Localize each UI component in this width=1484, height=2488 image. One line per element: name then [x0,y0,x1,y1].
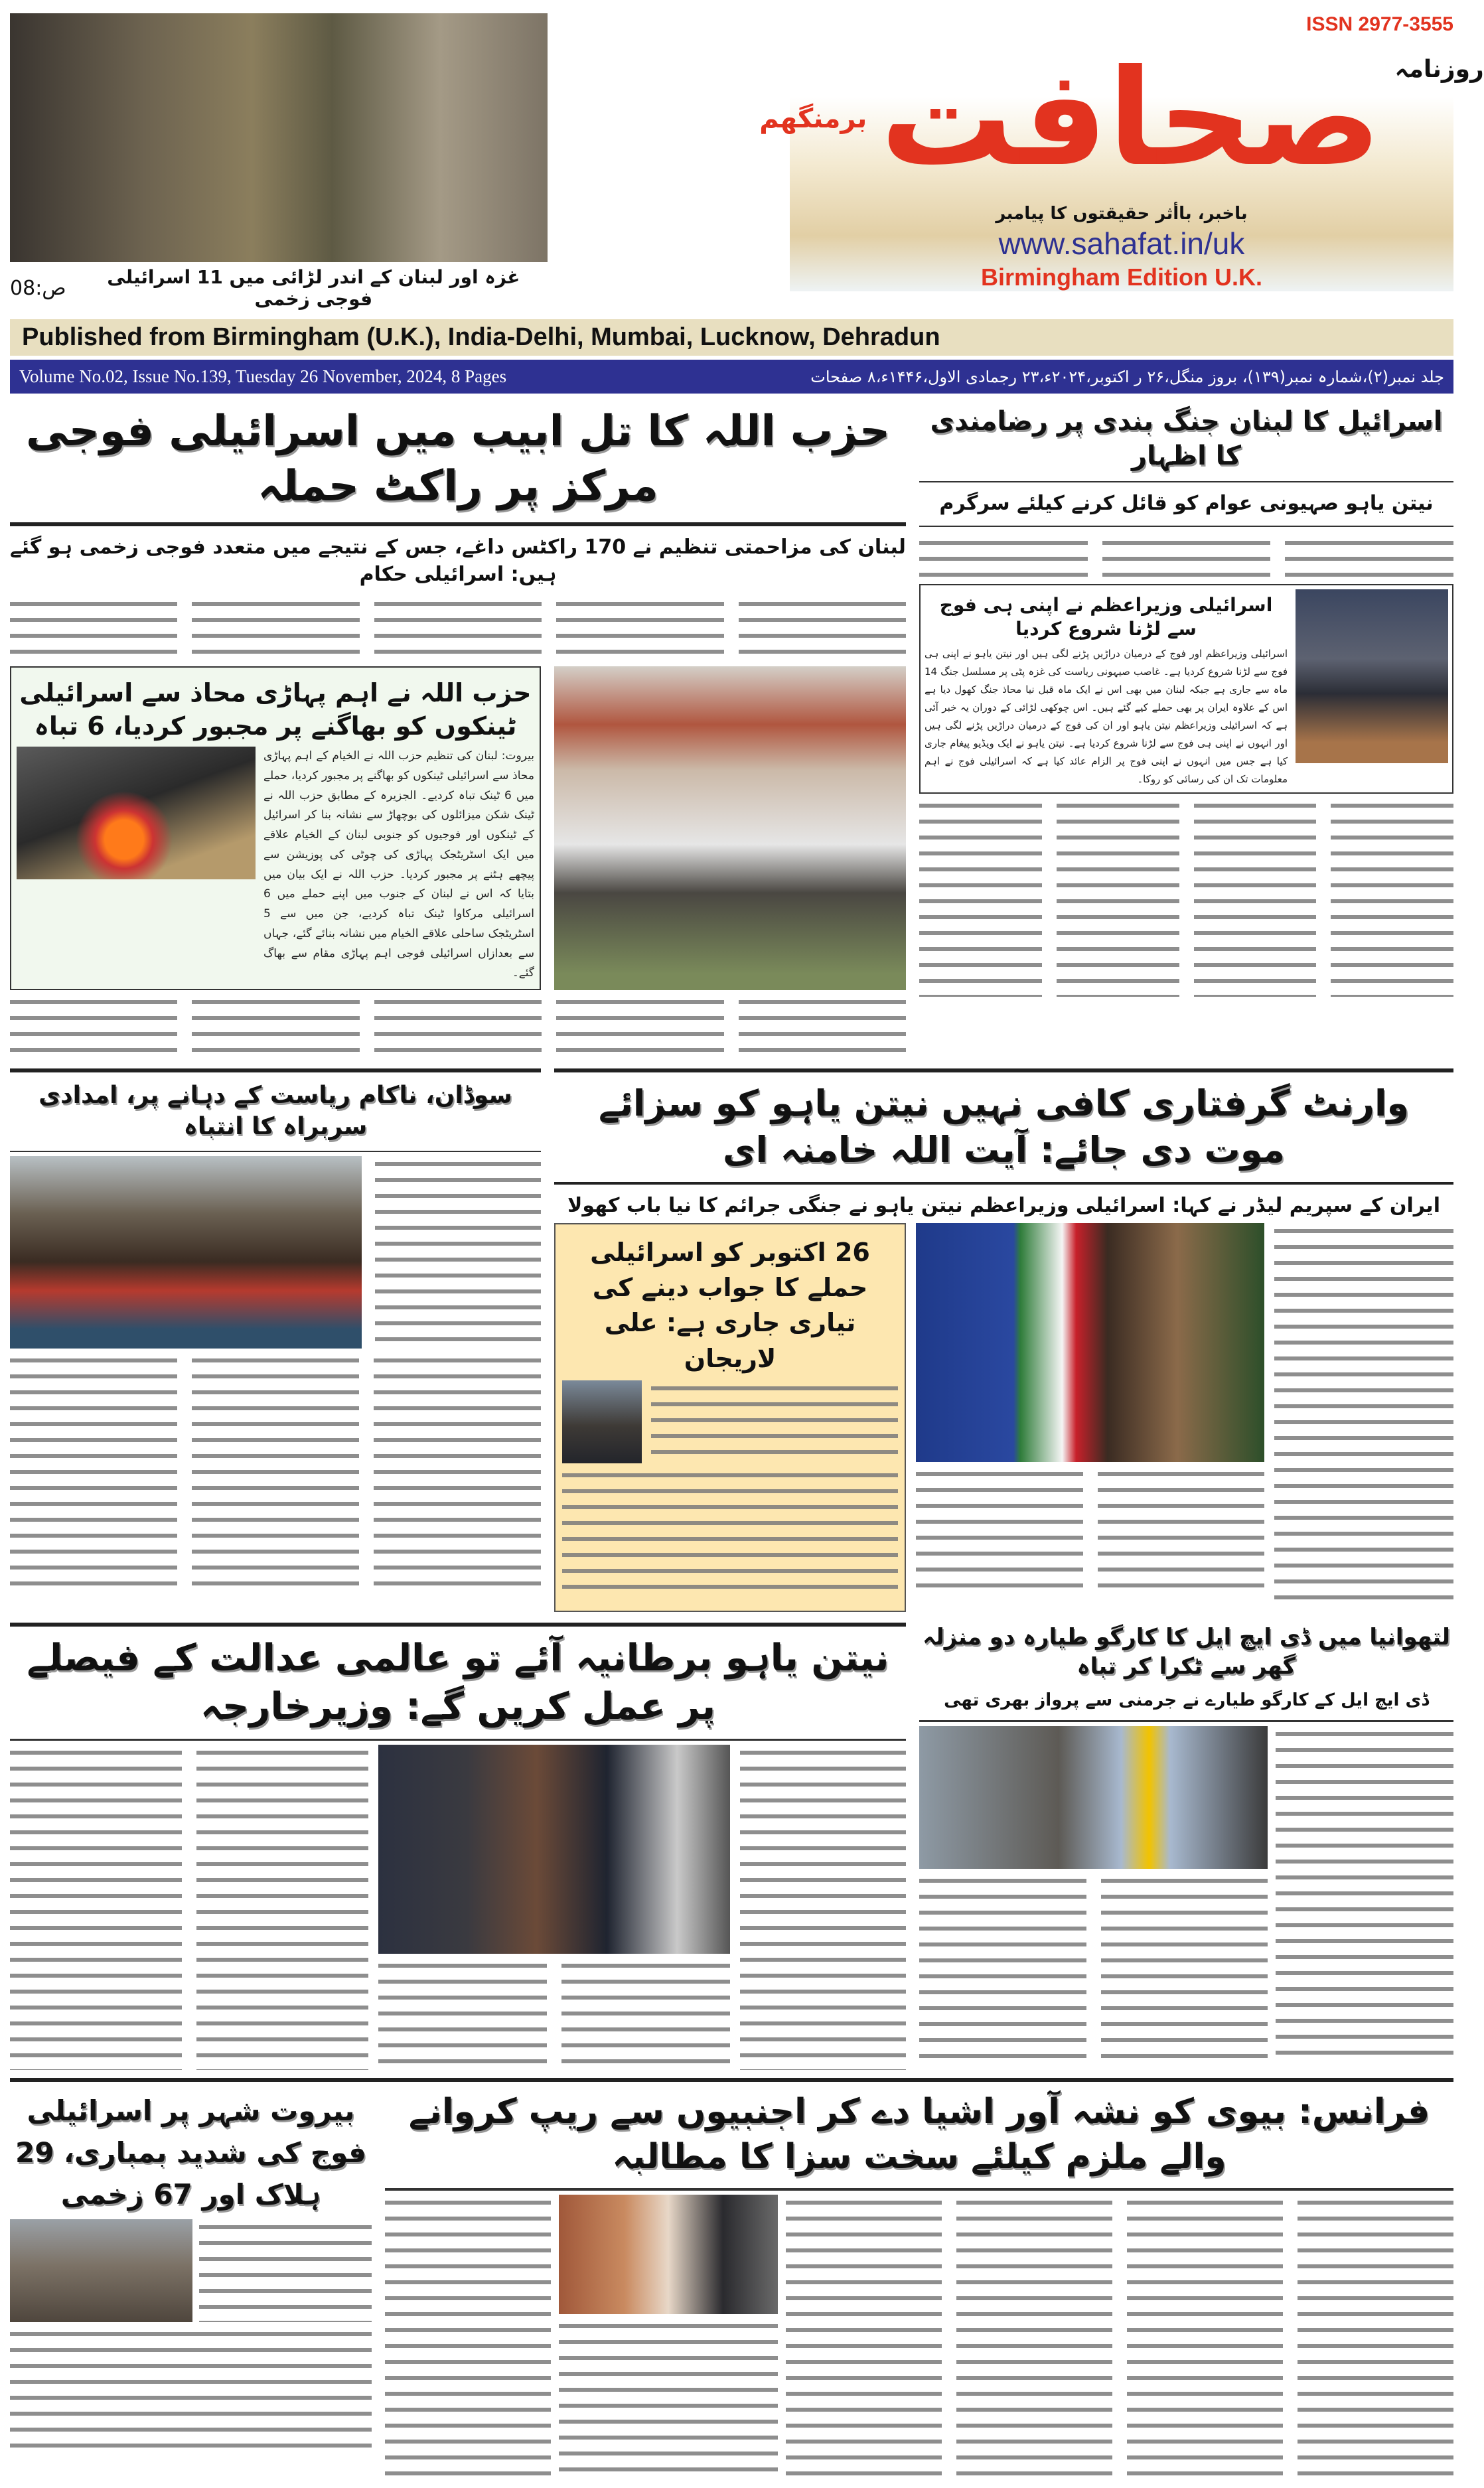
uk-icc-content [10,1745,906,2071]
text-column [556,994,723,1054]
text-column [786,2195,942,2480]
uk-icc-body-text-right [740,1745,906,2070]
text-column [378,1958,547,2067]
volume-english: Volume No.02, Issue No.139, Tuesday 26 November, 2024, 8 Pages [19,366,507,386]
text-column [919,535,1088,580]
divider [10,2078,1453,2082]
larijani-content [562,1380,898,1463]
france-story [385,2086,1453,2481]
khamenei-headline[interactable]: وارنٹ گرفتاری کافی نہیں نیتن یاہو کو سزائے موت دی جائے: آیت اللہ خامنہ ای [598,1082,1410,1171]
text-column [1102,535,1271,580]
uk-icc-headline[interactable]: نیتن یاہو برطانیہ آئے تو عالمی عدالت کے فیصلے پر عمل کریں گے: وزیرخارجہ [27,1636,889,1728]
text-column [374,596,542,662]
text-column [556,596,723,662]
masthead-row [10,0,1484,310]
beirut-body-text-lower [10,2326,372,2452]
france-photo-column [559,2195,778,2481]
published-from-text: Published from Birmingham (U.K.), India-Delhi, Mumbai, Lucknow, Dehradun [22,323,940,351]
divider [554,1068,1453,1072]
text-column [1057,798,1179,997]
text-column [375,1156,541,1342]
text-column [385,2195,551,2480]
netanyahu-box-content [925,589,1288,789]
text-column [1127,2195,1283,2480]
text-column [10,1353,177,1591]
divider [919,1720,1453,1722]
dhl-subheadline[interactable]: ڈی ایچ ایل کے کارگو طیارے نے جرمنی سے پرواز بھری تھی [944,1690,1429,1711]
beirut-body-text [199,2219,372,2322]
masthead-tagline: باخبر، باأثر حقیقتوں کا پیامبر [996,204,1248,224]
text-column [740,1745,906,2070]
larijani-body-text-lower [562,1467,898,1600]
khamenei-body-text [1274,1223,1453,1601]
text-column [10,2326,372,2452]
row-two [10,1064,1453,1612]
masthead-logo: صحافت [880,41,1382,196]
text-column [192,1353,359,1591]
text-column [374,994,542,1054]
divider [10,1739,906,1741]
published-from-band [10,319,1453,356]
divider [10,1151,541,1152]
text-column [739,994,906,1054]
volume-band [10,360,1453,394]
sudan-crowd-photo [10,1156,362,1349]
netanyahu-photo [1296,589,1448,763]
text-column [919,798,1042,997]
row-three [10,1619,1453,2072]
beirut-headline[interactable]: بیروت شہر پر اسرائیلی فوج کی شدید بمباری، 29 ہلاک اور 67 زخمی [15,2094,367,2211]
sudan-headline[interactable]: سوڈان، ناکام ریاست کے دہانے پر، امدادی سربراہ کا انتباہ [38,1082,512,1140]
beirut-story [10,2086,372,2456]
divider [919,481,1453,482]
damaged-cars-photo [554,666,906,990]
larijani-body-text [651,1380,898,1460]
lead-body-text [10,596,906,662]
text-column [561,1958,730,2067]
gisele-pelicot-photo [559,2195,778,2314]
top-teaser-photo [10,13,548,262]
france-headline[interactable]: فرانس: بیوی کو نشہ آور اشیا دے کر اجنبیوں سے ریپ کروانے والے ملزم کیلئے سخت سزا کا مطالبہ [408,2092,1430,2177]
top-teaser-caption[interactable]: غزہ اور لبنان کے اندر لڑائی میں 11 اسرائیلی فوجی زخمی [107,266,520,310]
uk-icc-story [10,1619,906,2072]
volume-urdu: جلد نمبر(۲)،شمارہ نمبر(۱۳۹)، بروز منگل،۲۶ ر اکتوبر،۲۰۲۴ء،۲۳ رجمادی الاول،۱۴۴۶ء،۸ صفحات [810,367,1444,386]
ceasefire-body-text [919,535,1453,580]
text-column [199,2219,372,2322]
text-column [1101,1873,1268,2065]
masthead-edition: Birmingham Edition U.K. [980,263,1262,291]
masthead-city: برمنگھم [759,104,867,134]
sudan-story [10,1064,541,1595]
france-body-text-right [786,2195,1453,2480]
issn: ISSN 2977-3555 [1306,13,1453,35]
text-column [10,1745,182,2070]
divider [385,2188,1453,2191]
dhl-headline[interactable]: لتھوانیا میں ڈی ایچ ایل کا کارگو طیارہ دو منزلہ گھر سے ٹکرا کر تباہ [923,1623,1450,1680]
sudan-body-text-lower [10,1353,541,1591]
netanyahu-box [919,584,1453,794]
uk-icc-body-text-under-photo [378,1958,730,2067]
hezbollah-content [17,747,534,984]
divider [10,1068,541,1072]
khamenei-subheadline[interactable]: ایران کے سپریم لیڈر نے کہا: اسرائیلی وزیراعظم نیتن یاہو نے جنگی جرائم کا نیا باب کھولا [567,1193,1440,1217]
text-column [192,994,359,1054]
dhl-content [919,1726,1453,2069]
text-column [1194,798,1317,997]
divider [10,1623,906,1627]
dhl-body-text-lower [919,1873,1268,2065]
lead-subheadline[interactable]: لبنان کی مزاحمتی تنظیم نے 170 راکٹس داغے، جس کے نتیجے میں متعدد فوجی زخمی ہو گئے ہیں: اسرائیلی حکام [10,536,906,586]
masthead [759,13,1484,291]
france-content [385,2195,1453,2481]
text-column [916,1466,1083,1599]
netanyahu-box-body: اسرائیلی وزیراعظم اور فوج کے درمیان دراڑیں پڑنے لگی ہیں اور نیتن یاہو نے اپنی ہی فوج سے لڑنا شروع کردیا ہے۔ غاصب صیہونی ریاست کی غزہ پٹی پر مسلسل جنگ 14 ماہ سے جاری ہے جبکہ لبنان میں بھی اس نے ایک ماہ قبل نیا محاذ جنگ کھول دیا ہے اس کے علاوہ ایران پر بھی حملے کیے گئے ہیں۔ اس چوکھی لڑائی کے دوران یہ خبر آئی ہے کہ اسرائیلی وزیراعظم نیتن یاہو اور ان کی فوج کے درمیان دراڑیں پڑنے لگی ہیں اور انہوں نے اپنی ہی فوج سے لڑنا شروع کردیا ہے۔ نیتن یاہو نے ایک ویڈیو پیغام جاری کیا ہے جس میں انہوں نے اپنی فوج پر الزام عائد کیا ہے کہ اسرائیلی فوج نے اہم معلومات تک ان کی رسائی کو روکا۔ [925,648,1288,786]
hezbollah-box [10,666,541,990]
masthead-logo-row [759,36,1483,202]
text-column [1276,1726,1453,2065]
lead-body-text-lower [10,994,906,1054]
text-column [919,1873,1086,2065]
beirut-content [10,2219,372,2322]
khamenei-content [554,1223,1453,1612]
sudan-content [10,1156,541,1349]
top-teaser-caption-row [10,266,548,310]
larijani-headline[interactable]: 26 اکتوبر کو اسرائیلی حملے کا جواب دینے کی تیاری جاری ہے: علی لاریجان [590,1238,870,1373]
text-column [10,994,177,1054]
beirut-bombing-photo [10,2219,192,2322]
text-column [10,596,177,662]
divider [10,522,906,526]
text-column [374,1353,541,1591]
ceasefire-headline[interactable]: اسرائیل کا لبنان جنگ بندی پر رضامندی کا اظہار [930,406,1443,471]
divider [554,1182,1453,1185]
top-teaser [10,13,548,310]
netanyahu-box-headline[interactable]: اسرائیلی وزیراعظم نے اپنی ہی فوج سے لڑنا شروع کردیا [939,593,1273,640]
lead-story [10,400,906,1058]
text-column [562,1467,898,1600]
text-column [1331,798,1453,997]
text-column [192,596,359,662]
text-column [196,1745,368,2070]
khamenei-story [554,1064,1453,1612]
larijani-photo [562,1380,642,1463]
masthead-daily-label: روزنامہ [1394,56,1484,83]
dhl-crash-photo [919,1726,1268,1869]
ceasefire-subheadline[interactable]: نیتن یاہو صہیونی عوام کو قائل کرنے کیلئے سرگرم [939,492,1434,515]
dhl-story [919,1619,1453,2069]
hezbollah-headline[interactable]: حزب اللہ نے اہم پہاڑی محاذ سے اسرائیلی ٹینکوں کو بھاگنے پر مجبور کردیا، 6 تباہ [19,678,532,741]
larijani-box [554,1223,906,1612]
khamenei-photo-column [916,1223,1264,1603]
khamenei-photo [916,1223,1264,1462]
row-lead [10,400,1453,1058]
france-body-text-under-photo [559,2318,778,2477]
top-teaser-page-ref: ص:08 [10,276,66,300]
ceasefire-story [919,400,1453,1001]
text-column [956,2195,1112,2480]
text-column [651,1380,898,1460]
lead-feature-row [10,666,906,990]
dhl-photo-column [919,1726,1268,2069]
text-column [1098,1466,1265,1599]
uk-icc-photo-column [378,1745,730,2071]
khamenei-body-text-lower [916,1466,1264,1599]
ceasefire-body-text-lower [919,798,1453,997]
text-column [1298,2195,1453,2480]
text-column [1274,1223,1453,1601]
masthead-website[interactable]: www.sahafat.in/uk [998,226,1245,261]
lead-headline[interactable]: حزب اللہ کا تل ابیب میں اسرائیلی فوجی مرکز پر راکٹ حملہ [26,407,890,512]
burning-tank-photo [17,747,256,879]
text-column [1285,535,1453,580]
uk-icc-body-text-left [10,1745,368,2070]
sudan-body-text [375,1156,541,1342]
text-column [739,596,906,662]
david-lammy-photo [378,1745,730,1954]
dhl-body-text [1276,1726,1453,2065]
divider [919,526,1453,527]
row-four [10,2086,1453,2481]
text-column [559,2318,778,2477]
hezbollah-body: بیروت: لبنان کی تنظیم حزب اللہ نے الخیام کے اہم پہاڑی محاذ سے اسرائیلی ٹینکوں کو بھاگنے پر مجبور کردیا، حملے میں 6 ٹینک تباہ کردیے۔ الجزیرہ کے مطابق حزب اللہ نے ٹینک شکن میزائلوں کی بوچھاڑ سے نشانہ بنا کر اسرائیل کے ٹینکوں اور فوجیوں کو جنوبی لبنان کے الخیام علاقے میں ایک اسٹریٹجک پہاڑی کی چوٹی کی پوزیشن سے پیچھے ہٹنے پر مجبور کردیا۔ حزب اللہ نے ایک بیان میں بتایا کہ اس نے لبنان کے جنوب میں اپنے حملے میں 6 اسرائیلی مرکاوا ٹینک تباہ کردیے، جن میں سے 5 اسٹریٹجک ساحلی علاقے الخیام میں نشانہ بنائے گئے، جہاں سے بعدازاں اسرائیلی فوجی اہم پہاڑی مقام سے بھاگ گئے۔ [263,749,534,980]
france-body-text-left [385,2195,551,2480]
